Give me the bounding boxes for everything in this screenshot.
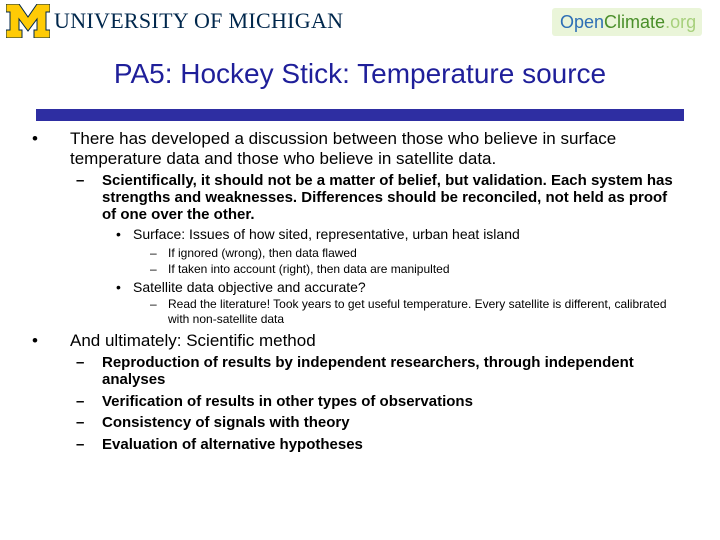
detail-text: If taken into account (right), then data are manipulted	[168, 262, 450, 276]
detail-item	[150, 246, 670, 261]
bullet-marker: •	[116, 226, 121, 242]
bullet-marker: •	[32, 129, 38, 148]
sub-bullet-text: Evaluation of alternative hypotheses	[102, 436, 363, 453]
detail-item	[150, 297, 670, 327]
sub-bullet-text: Reproduction of results by independent researchers, through independent analyses	[102, 354, 634, 388]
dash-marker: –	[150, 262, 157, 276]
openclimate-climate-text: Climate	[604, 12, 666, 32]
sub-bullet-text: Consistency of signals with theory	[102, 414, 350, 431]
dash-marker: –	[76, 436, 85, 453]
sub-bullet-item	[76, 172, 676, 223]
university-name: UNIVERSITY OF MICHIGAN	[54, 8, 344, 33]
bullet-text: There has developed a discussion between those who believe in surface temperature data and those who believe in satellite data.	[70, 129, 617, 168]
sub-bullet-text: Verification of results in other types of observations	[102, 393, 473, 410]
slide-title: PA5: Hockey Stick: Temperature source	[113, 58, 607, 89]
sub-bullet-text: Scientifically, it should not be a matter of belief, but validation. Each system has strengths and weaknesses. Differences should be reconciled, not held as proof of one over the other.	[102, 172, 673, 223]
dash-marker: –	[150, 246, 157, 260]
sub-sub-bullet-item	[116, 279, 676, 296]
dash-marker: –	[76, 354, 85, 371]
dash-marker: –	[76, 393, 85, 410]
sub-bullet-item	[76, 414, 676, 431]
detail-text: Read the literature! Took years to get useful temperature. Every satellite is different, calibrated with non-satellite data	[168, 297, 667, 326]
openclimate-org-text: .org	[665, 12, 697, 32]
dash-marker: –	[150, 297, 157, 311]
bullet-marker: •	[116, 279, 121, 295]
sub-bullet-item	[76, 393, 676, 410]
bullet-text: And ultimately: Scientific method	[70, 331, 316, 350]
bullet-item	[32, 331, 672, 351]
sub-sub-bullet-text: Surface: Issues of how sited, representative, urban heat island	[133, 226, 520, 242]
dash-marker: –	[76, 414, 85, 431]
openclimate-open-text: Open	[560, 12, 605, 32]
detail-text: If ignored (wrong), then data flawed	[168, 246, 357, 260]
sub-bullet-item	[76, 436, 676, 453]
bullet-marker: •	[32, 331, 38, 350]
sub-sub-bullet-text: Satellite data objective and accurate?	[133, 279, 366, 295]
detail-item	[150, 262, 670, 277]
sub-sub-bullet-item	[116, 226, 676, 243]
sub-bullet-item	[76, 354, 676, 388]
dash-marker: –	[76, 172, 85, 189]
bullet-item	[32, 129, 672, 169]
